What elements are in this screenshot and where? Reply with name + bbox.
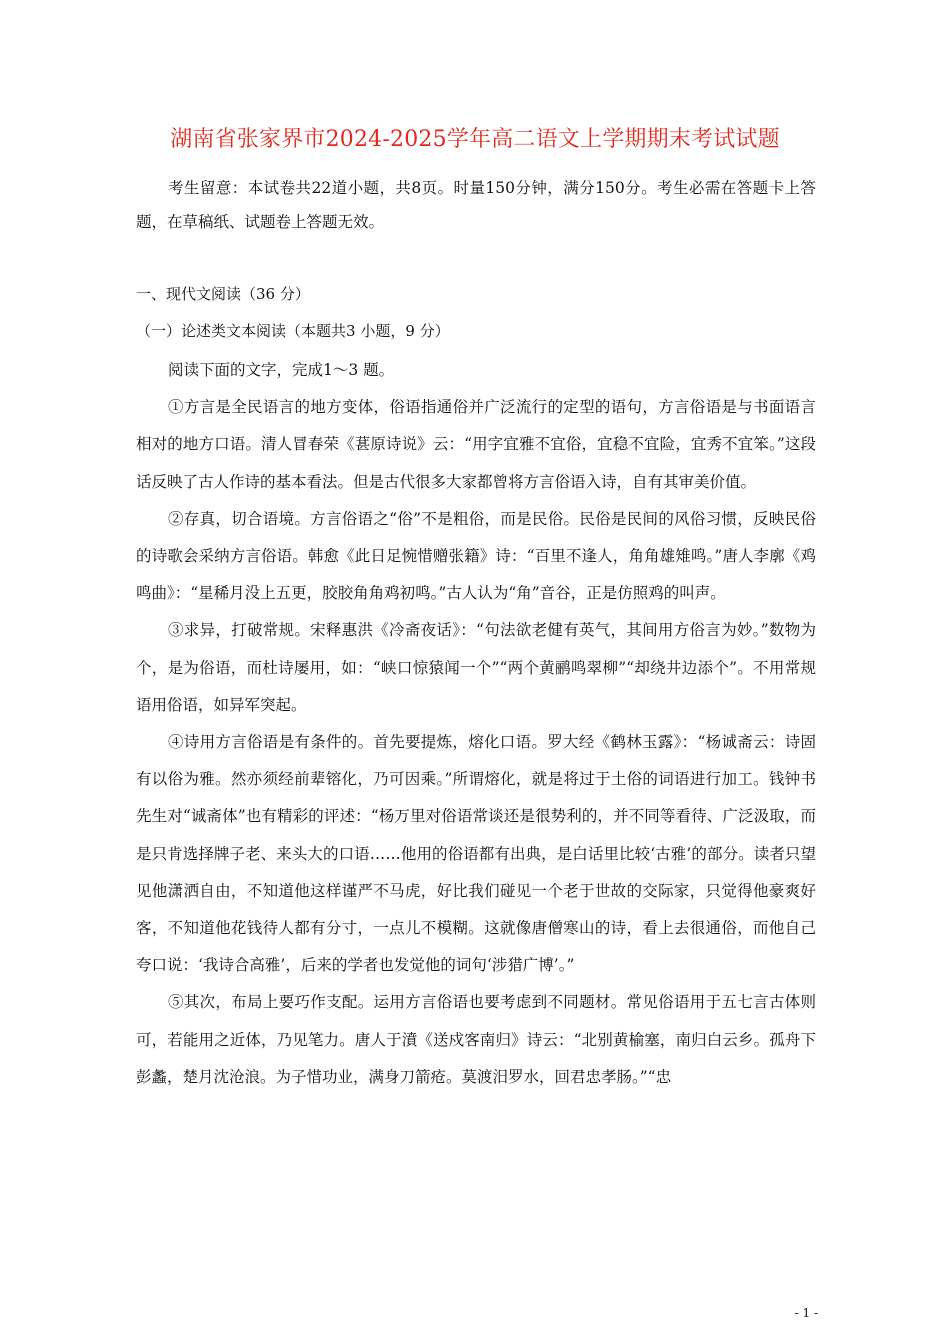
passage-paragraph-4: ④诗用方言俗语是有条件的。首先要提炼，熔化口语。罗大经《鹤林玉露》：“杨诚斋云：诗固有以俗为雅。然亦须经前辈镕化，乃可因乘。”所谓熔化，就是将过于土俗的词语进行加工。钱钟书先生对“诚斋体”也有精彩的评述：“杨万里对俗语常谈还是很势利的，并不同等看待、广泛汲取，而是只肯选择牌子老、来头大的口语……他用的俗语都有出典，是白话里比较‘古雅’的部分。读者只望见他潇洒自由，不知道他这样谨严不马虎，好比我们碰见一个老于世故的交际家，只觉得他豪爽好客，不知道他花钱待人都有分寸，一点儿不模糊。这就像唐僧寒山的诗，看上去很通俗，而他自己夸口说：‘我诗合高雅’，后来的学者也发觉他的词句‘涉猎广博’。” (136, 733, 816, 975)
section-heading: 一、现代文阅读（36 分） (136, 285, 310, 303)
passage-paragraph-3: ③求异，打破常规。宋释惠洪《冷斋夜话》：“句法欲老健有英气，其间用方俗言为妙。”数物为个，是为俗语，而杜诗屡用，如：“峡口惊猿闻一个”“两个黄鹂鸣翠柳”“却绕井边添个”。不用常规语用俗语，如异军突起。 (136, 621, 816, 714)
subsection-heading: （一）论述类文本阅读（本题共3 小题，9 分） (136, 322, 450, 340)
document-title: 湖南省张家界市2024-2025学年高二语文上学期期末考试试题 (170, 127, 780, 152)
exam-notice: 考生留意：本试卷共22道小题，共8页。时量150分钟，满分150分。考生必需在答题卡上答题，在草稿纸、试题卷上答题无效。 (136, 179, 816, 231)
passage-paragraph-5: ⑤其次，布局上要巧作支配。运用方言俗语也要考虑到不同题材。常见俗语用于五七言古体则可，若能用之近体，乃见笔力。唐人于濆《送戍客南归》诗云：“北别黄榆塞，南归白云乡。孤舟下彭蠡，楚月沈沧浪。为子惜功业，满身刀箭疮。莫渡汨罗水，回君忠孝肠。”“忠 (136, 993, 816, 1086)
passage-paragraph-1: ①方言是全民语言的地方变体，俗语指通俗并广泛流行的定型的语句，方言俗语是与书面语言相对的地方口语。清人冒春荣《葚原诗说》云：“用字宜雅不宜俗，宜稳不宜险，宜秀不宜笨。”这段话反映了古人作诗的基本看法。但是古代很多大家都曾将方言俗语入诗，自有其审美价值。 (136, 398, 816, 491)
page-number: - 1 - (794, 1306, 818, 1320)
reading-passage (136, 352, 816, 1096)
passage-instruction: 阅读下面的文字，完成1～3 题。 (168, 361, 395, 379)
passage-paragraph-2: ②存真，切合语境。方言俗语之“俗”不是粗俗，而是民俗。民俗是民间的风俗习惯，反映民俗的诗歌会采纳方言俗语。韩愈《此日足惋惜赠张籍》诗：“百里不逢人，角角雄雉鸣。”唐人李廓《鸡鸣曲》：“星稀月没上五更，胶胶角角鸡初鸣。”古人认为“角”音谷，正是仿照鸡的叫声。 (136, 509, 816, 603)
